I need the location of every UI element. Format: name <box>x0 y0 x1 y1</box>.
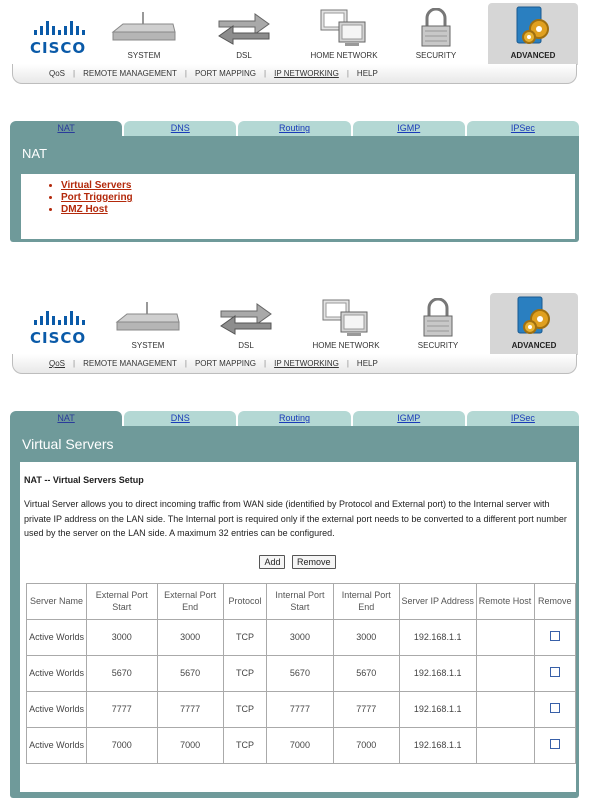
subnav-help[interactable]: HELP <box>356 359 378 368</box>
tab-nat[interactable]: NAT <box>10 121 122 136</box>
add-button[interactable]: Add <box>259 555 285 569</box>
nav-home-network[interactable]: HOME NETWORK <box>304 7 384 65</box>
table-header-row <box>27 583 576 619</box>
col-protocol: Protocol <box>223 583 267 619</box>
tab-dns[interactable]: DNS <box>124 411 236 426</box>
subnav-help[interactable]: HELP <box>356 69 378 78</box>
col-server-ip: Server IP Address <box>399 583 476 619</box>
virtual-servers-table <box>26 583 576 764</box>
padlock-icon <box>419 8 453 48</box>
tab-bar <box>10 411 579 426</box>
link-port-triggering[interactable]: • Port Triggering <box>61 192 575 204</box>
link-dmz-host[interactable]: • DMZ Host <box>61 204 575 216</box>
table-row: Active Worlds 3000 3000 TCP 3000 3000 192.168.1.1 <box>27 619 576 655</box>
col-remote-host: Remote Host <box>476 583 534 619</box>
tab-routing[interactable]: Routing <box>238 121 350 136</box>
cisco-bars-icon <box>34 311 100 325</box>
subnav-remote-management[interactable]: REMOTE MANAGEMENT <box>83 69 177 78</box>
nav-system[interactable]: SYSTEM <box>104 7 184 65</box>
col-internal-port-start: Internal Port Start <box>267 583 333 619</box>
nav-home-network[interactable]: HOME NETWORK <box>306 297 386 355</box>
subnav-port-mapping[interactable]: PORT MAPPING <box>194 69 257 78</box>
remove-checkbox[interactable] <box>550 739 560 749</box>
tab-bar <box>10 121 579 136</box>
remove-checkbox[interactable] <box>550 631 560 641</box>
tab-ipsec[interactable]: IPSec <box>467 411 579 426</box>
remove-checkbox[interactable] <box>550 703 560 713</box>
page-title: Virtual Servers <box>22 436 114 452</box>
col-external-port-end: External Port End <box>157 583 223 619</box>
link-virtual-servers[interactable]: • Virtual Servers <box>61 180 575 192</box>
router-header-bottom <box>8 293 578 385</box>
nav-dsl[interactable]: DSL <box>206 297 286 355</box>
col-internal-port-end: Internal Port End <box>333 583 399 619</box>
table-row: Active Worlds 7777 7777 TCP 7777 7777 192.168.1.1 <box>27 691 576 727</box>
table-row: Active Worlds 7000 7000 TCP 7000 7000 192.168.1.1 <box>27 727 576 763</box>
remove-button[interactable]: Remove <box>292 555 336 569</box>
sub-navigation: QoS | REMOTE MANAGEMENT | PORT MAPPING | IP NETWORKING | HELP <box>12 64 577 84</box>
table-row: Active Worlds 5670 5670 TCP 5670 5670 192.168.1.1 <box>27 655 576 691</box>
gears-icon <box>514 295 554 337</box>
router-icon <box>113 300 183 336</box>
subnav-qos[interactable]: QoS <box>49 359 66 368</box>
cisco-bars-icon <box>34 21 100 35</box>
computers-icon <box>321 298 371 338</box>
cisco-logo: CISCO <box>30 311 100 351</box>
cisco-logo: CISCO <box>30 21 100 61</box>
gears-icon <box>513 5 553 47</box>
nav-security[interactable]: SECURITY <box>396 7 476 65</box>
nat-panel <box>10 121 579 242</box>
section-title: NAT -- Virtual Servers Setup <box>24 475 144 485</box>
subnav-ip-networking[interactable]: IP NETWORKING <box>274 359 339 368</box>
remove-checkbox[interactable] <box>550 667 560 677</box>
router-icon <box>109 10 179 46</box>
subnav-qos[interactable]: QoS <box>49 69 66 78</box>
tab-dns[interactable]: DNS <box>124 121 236 136</box>
col-external-port-start: External Port Start <box>87 583 157 619</box>
virtual-servers-content <box>20 462 576 792</box>
subnav-remote-management[interactable]: REMOTE MANAGEMENT <box>83 359 177 368</box>
page-title: NAT <box>22 146 48 161</box>
tab-igmp[interactable]: IGMP <box>353 411 465 426</box>
tab-igmp[interactable]: IGMP <box>353 121 465 136</box>
computers-icon <box>319 8 369 48</box>
nav-dsl[interactable]: DSL <box>204 7 284 65</box>
col-server-name: Server Name <box>27 583 87 619</box>
tab-nat[interactable]: NAT <box>10 411 122 426</box>
description-text: Virtual Server allows you to direct incoming traffic from WAN side (identified by Protocol and External port) to the Internal server with private IP address on the LAN side. The Internal port is required only if the external port needs to be converted to a different port number used by the server on the LAN side. A maximum 32 entries can be configured. <box>24 499 567 538</box>
nav-advanced[interactable]: ADVANCED <box>488 3 578 65</box>
nav-advanced[interactable]: ADVANCED <box>490 293 578 355</box>
nav-system[interactable]: SYSTEM <box>108 297 188 355</box>
subnav-ip-networking[interactable]: IP NETWORKING <box>274 69 339 78</box>
tab-routing[interactable]: Routing <box>238 411 350 426</box>
virtual-servers-panel <box>10 411 579 798</box>
sub-navigation: QoS | REMOTE MANAGEMENT | PORT MAPPING | IP NETWORKING | HELP <box>12 354 577 374</box>
arrows-icon <box>219 301 273 335</box>
tab-ipsec[interactable]: IPSec <box>467 121 579 136</box>
padlock-icon <box>421 298 455 338</box>
arrows-icon <box>217 11 271 45</box>
subnav-port-mapping[interactable]: PORT MAPPING <box>194 359 257 368</box>
action-buttons <box>24 555 571 569</box>
router-header-top <box>8 3 578 95</box>
col-remove: Remove <box>534 583 576 619</box>
nav-security[interactable]: SECURITY <box>398 297 478 355</box>
nat-links-box <box>20 173 576 240</box>
